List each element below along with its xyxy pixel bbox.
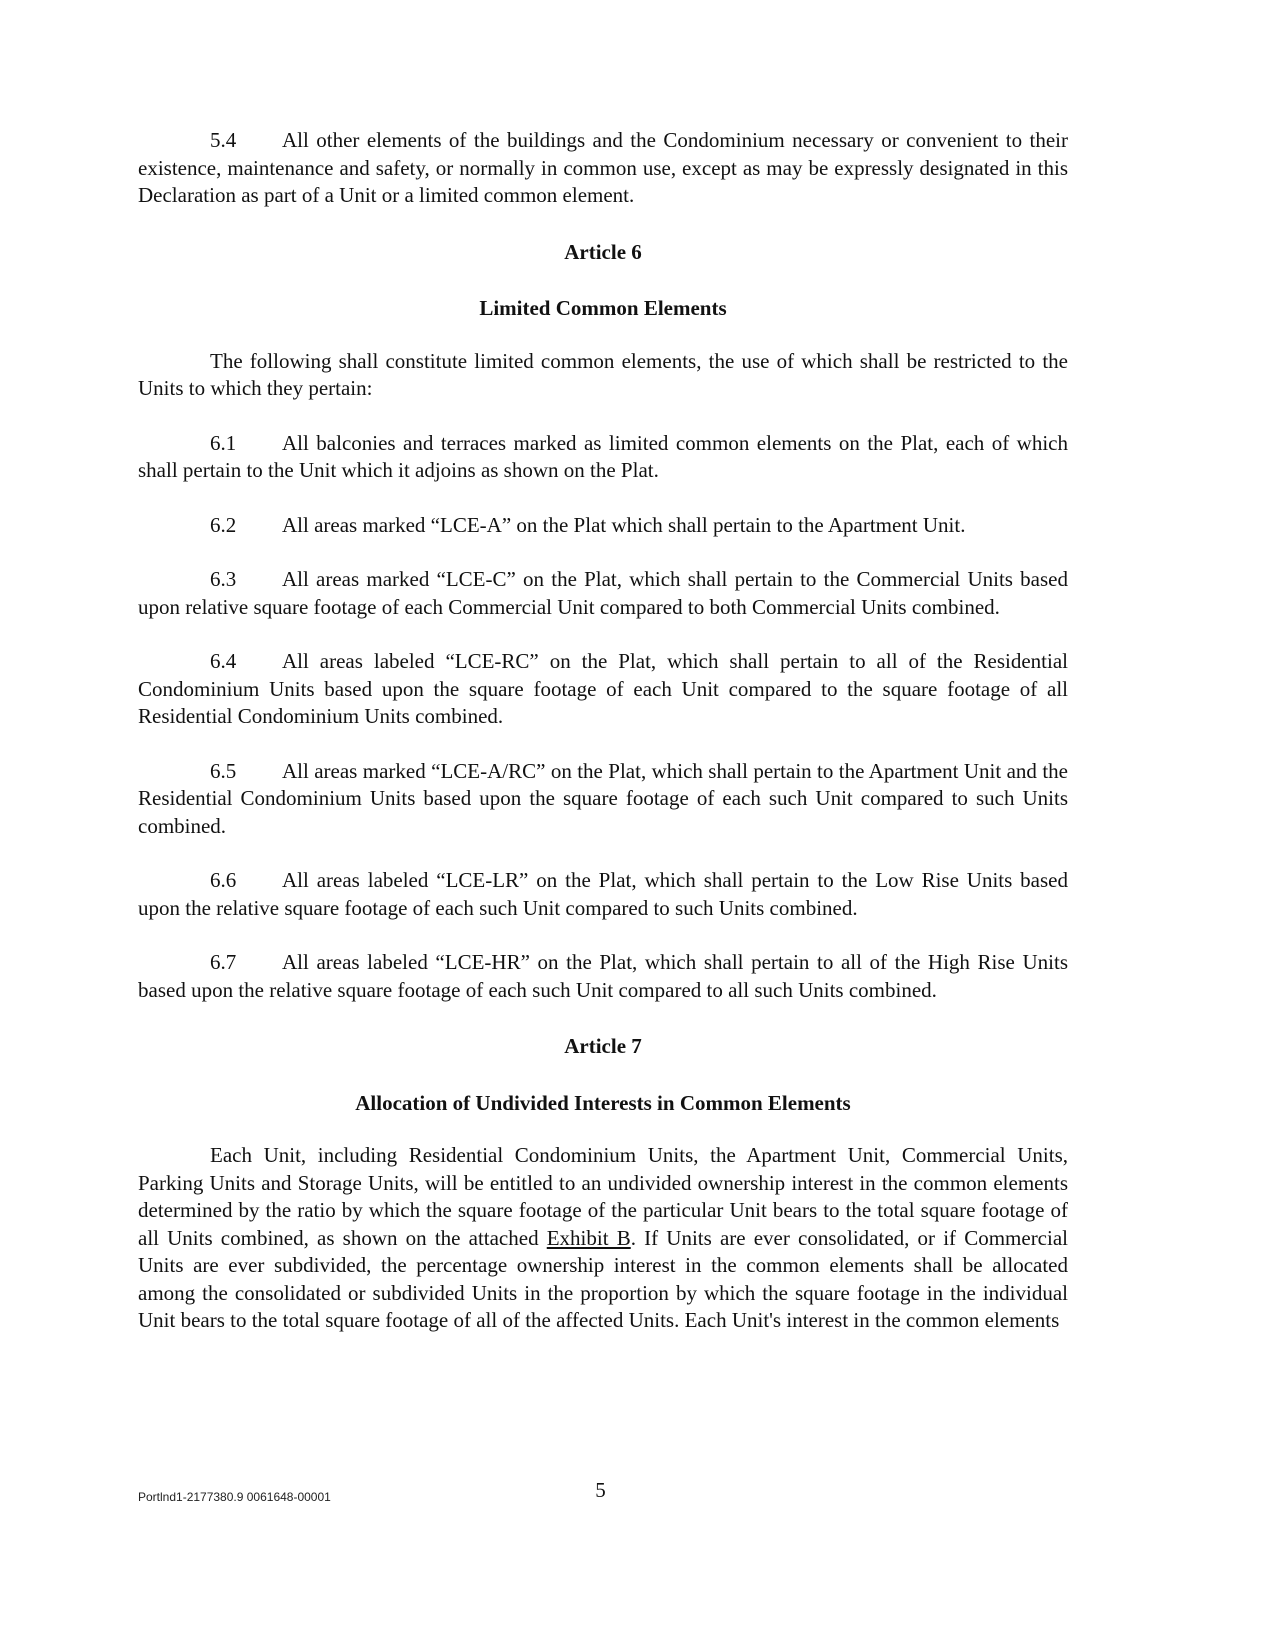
paragraph-text: All balconies and terraces marked as limited common elements on the Plat, each of which shall pertain to the Unit which it adjoins as shown on the Plat. bbox=[138, 430, 1068, 482]
document-body bbox=[138, 127, 1068, 1335]
paragraph-text-start: Each Unit, including Residential Condominium Units, the Apartment Unit, Commercial Units, Parking Units and Storage Units, will be entitled to an undivided ownership interest in the common elements determined by the ratio by which the square footage of the particular Unit bears to the total square footage of all Units combined, as shown on the attached bbox=[138, 1143, 1068, 1250]
article-6-intro: The following shall constitute limited common elements, the use of which shall be restricted to the Units to which they pertain: bbox=[138, 348, 1068, 400]
exhibit-b-reference: Exhibit B bbox=[546, 1225, 631, 1250]
paragraph-6-7 bbox=[138, 949, 1068, 1004]
paragraph-text-end: . If Units are ever consolidated, or if Commercial Units are ever subdivided, the percentage ownership interest in the common elements shall be allocated among the consolidated or subdivided Units in the proportion by which the square footage in the individual Unit bears to the total square footage of all of the affected Units. Each Unit's interest in the common elements bbox=[138, 1225, 1068, 1332]
paragraph-6-2 bbox=[138, 512, 1068, 540]
article-6-title: Limited Common Elements bbox=[479, 296, 727, 320]
article-7-paragraph bbox=[138, 1142, 1068, 1335]
document-id: Portlnd1-2177380.9 0061648-00001 bbox=[138, 1490, 331, 1504]
page-number: 5 bbox=[595, 1478, 606, 1502]
article-7-heading: Article 7 bbox=[564, 1034, 642, 1058]
paragraph-number: 6.5 bbox=[210, 758, 237, 783]
paragraph-text: All other elements of the buildings and the Condominium necessary or convenient to their existence, maintenance and safety, or normally in common use, except as may be expressly designated in this Declaration as part of a Unit or a limited common element. bbox=[138, 128, 1068, 207]
paragraph-number: 6.7 bbox=[210, 950, 237, 974]
paragraph-text: All areas labeled “LCE-RC” on the Plat, which shall pertain to all of the Residential Condominium Units based upon the square footage of each Unit compared to the square footage of all Residential Condominium Units combined. bbox=[138, 649, 1068, 728]
article-6-heading: Article 6 bbox=[564, 239, 642, 264]
paragraph-text: All areas labeled “LCE-HR” on the Plat, which shall pertain to all of the High Rise Units based upon the relative square footage of each such Unit compared to all such Units combined. bbox=[138, 950, 1068, 1002]
paragraph-number: 6.6 bbox=[210, 868, 237, 892]
paragraph-6-6 bbox=[138, 867, 1068, 922]
paragraph-6-1 bbox=[138, 430, 1068, 485]
paragraph-text: All areas labeled “LCE-LR” on the Plat, which shall pertain to the Low Rise Units based upon the relative square footage of each such Unit compared to such Units combined. bbox=[138, 868, 1068, 920]
paragraph-number: 6.4 bbox=[210, 649, 237, 673]
paragraph-number: 6.2 bbox=[210, 512, 237, 537]
paragraph-number: 6.3 bbox=[210, 567, 237, 591]
paragraph-number: 5.4 bbox=[210, 128, 237, 152]
paragraph-5-4 bbox=[138, 127, 1068, 210]
paragraph-6-5 bbox=[138, 758, 1068, 841]
paragraph-6-3 bbox=[138, 566, 1068, 621]
paragraph-text: All areas marked “LCE-C” on the Plat, which shall pertain to the Commercial Units based upon relative square footage of each Commercial Unit compared to both Commercial Units combined. bbox=[138, 567, 1068, 619]
paragraph-6-4 bbox=[138, 648, 1068, 731]
paragraph-number: 6.1 bbox=[210, 430, 237, 455]
article-7-title: Allocation of Undivided Interests in Common Elements bbox=[355, 1090, 851, 1115]
paragraph-text: All areas marked “LCE-A/RC” on the Plat, which shall pertain to the Apartment Unit and the Residential Condominium Units based upon the square footage of each such Unit compared to such Units combined. bbox=[138, 758, 1068, 838]
paragraph-text: All areas marked “LCE-A” on the Plat which shall pertain to the Apartment Unit. bbox=[282, 512, 966, 537]
